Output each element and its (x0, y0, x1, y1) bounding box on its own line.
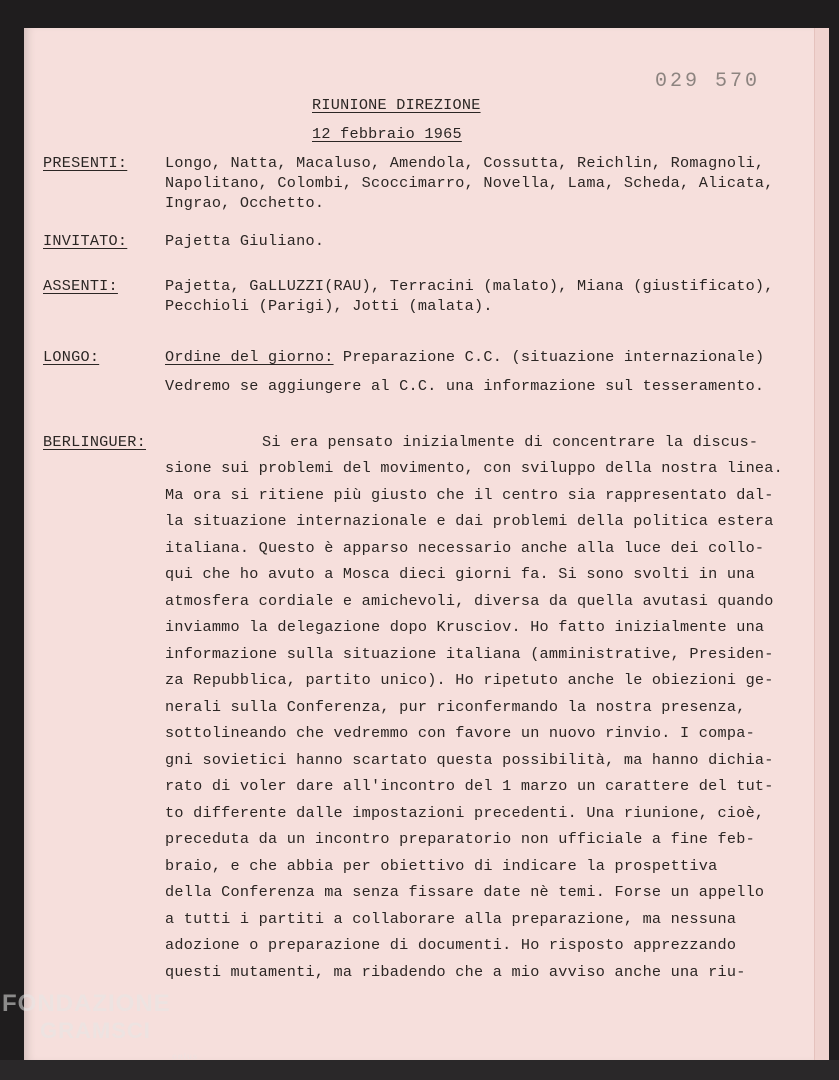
berlinguer-line-17: braio, e che abbia per obiettivo di indicare la prospettiva (165, 857, 718, 875)
berlinguer-line-9: informazione sulla situazione italiana (amministrative, Presiden- (165, 645, 774, 663)
berlinguer-line-1: Si era pensato inizialmente di concentrare la discus- (262, 433, 759, 451)
assenti-line-2: Pecchioli (Parigi), Jotti (malata). (165, 297, 493, 315)
longo-line-1 (165, 348, 764, 366)
watermark-logo-line-1: FONDAZIONE (2, 990, 171, 1017)
agenda-label: Ordine del giorno: (165, 348, 334, 366)
archive-number: 029 570 (655, 70, 761, 93)
berlinguer-label: BERLINGUER: (43, 433, 147, 451)
page-edge (814, 28, 829, 1060)
berlinguer-line-12: sottolineando che vedremmo con favore un nuovo rinvio. I compa- (165, 724, 755, 742)
watermark-logo-line-3: onlus (172, 1052, 199, 1061)
invitato-label: INVITATO: (43, 232, 128, 250)
presenti-label: PRESENTI: (43, 154, 128, 172)
watermark-logo-line-2: GRAMSCI (40, 1018, 151, 1043)
assenti-label: ASSENTI: (43, 277, 118, 295)
assenti-line-1: Pajetta, GaLLUZZI(RAU), Terracini (malato), Miana (giustificato), (165, 277, 774, 295)
invitato-line-1: Pajetta Giuliano. (165, 232, 325, 250)
berlinguer-line-15: to differente dalle impostazioni precedenti. Una riunione, cioè, (165, 804, 765, 822)
presenti-line-3: Ingrao, Occhetto. (165, 194, 325, 212)
berlinguer-line-20: adozione o preparazione di documenti. Ho risposto apprezzando (165, 936, 737, 954)
berlinguer-line-8: inviammo la delegazione dopo Krusciov. Ho fatto inizialmente una (165, 618, 765, 636)
berlinguer-line-7: atmosfera cordiale e amichevoli, diversa da quella avutasi quando (165, 592, 774, 610)
berlinguer-line-16: preceduta da un incontro preparatorio non ufficiale a fine feb- (165, 830, 755, 848)
document-title: RIUNIONE DIREZIONE (312, 96, 481, 114)
berlinguer-line-10: za Repubblica, partito unico). Ho ripetuto anche le obiezioni ge- (165, 671, 774, 689)
document-date: 12 febbraio 1965 (312, 125, 462, 143)
longo-label: LONGO: (43, 348, 100, 366)
berlinguer-line-18: della Conferenza ma senza fissare date nè temi. Forse un appello (165, 883, 765, 901)
berlinguer-line-21: questi mutamenti, ma ribadendo che a mio avviso anche una riu- (165, 963, 746, 981)
berlinguer-line-5: italiana. Questo è apparso necessario anche alla luce dei collo- (165, 539, 765, 557)
berlinguer-line-3: Ma ora si ritiene più giusto che il centro sia rappresentato dal- (165, 486, 774, 504)
berlinguer-line-11: nerali sulla Conferenza, pur riconfermando la nostra presenza, (165, 698, 746, 716)
presenti-line-2: Napolitano, Colombi, Scoccimarro, Novella, Lama, Scheda, Alicata, (165, 174, 774, 192)
scan-background (0, 1060, 839, 1080)
berlinguer-line-6: qui che ho avuto a Mosca dieci giorni fa. Si sono svolti in una (165, 565, 755, 583)
berlinguer-line-14: rato di voler dare all'incontro del 1 marzo un carattere del tut- (165, 777, 774, 795)
agenda-text: Preparazione C.C. (situazione internazionale) (333, 348, 765, 366)
berlinguer-line-2: sione sui problemi del movimento, con sviluppo della nostra linea. (165, 459, 784, 477)
presenti-line-1: Longo, Natta, Macaluso, Amendola, Cossutta, Reichlin, Romagnoli, (165, 154, 765, 172)
berlinguer-line-4: la situazione internazionale e dai problemi della politica estera (165, 512, 774, 530)
berlinguer-line-19: a tutti i partiti a collaborare alla preparazione, ma nessuna (165, 910, 737, 928)
berlinguer-line-13: gni sovietici hanno scartato questa possibilità, ma hanno dichia- (165, 751, 774, 769)
longo-line-2: Vedremo se aggiungere al C.C. una informazione sul tesseramento. (165, 377, 765, 395)
